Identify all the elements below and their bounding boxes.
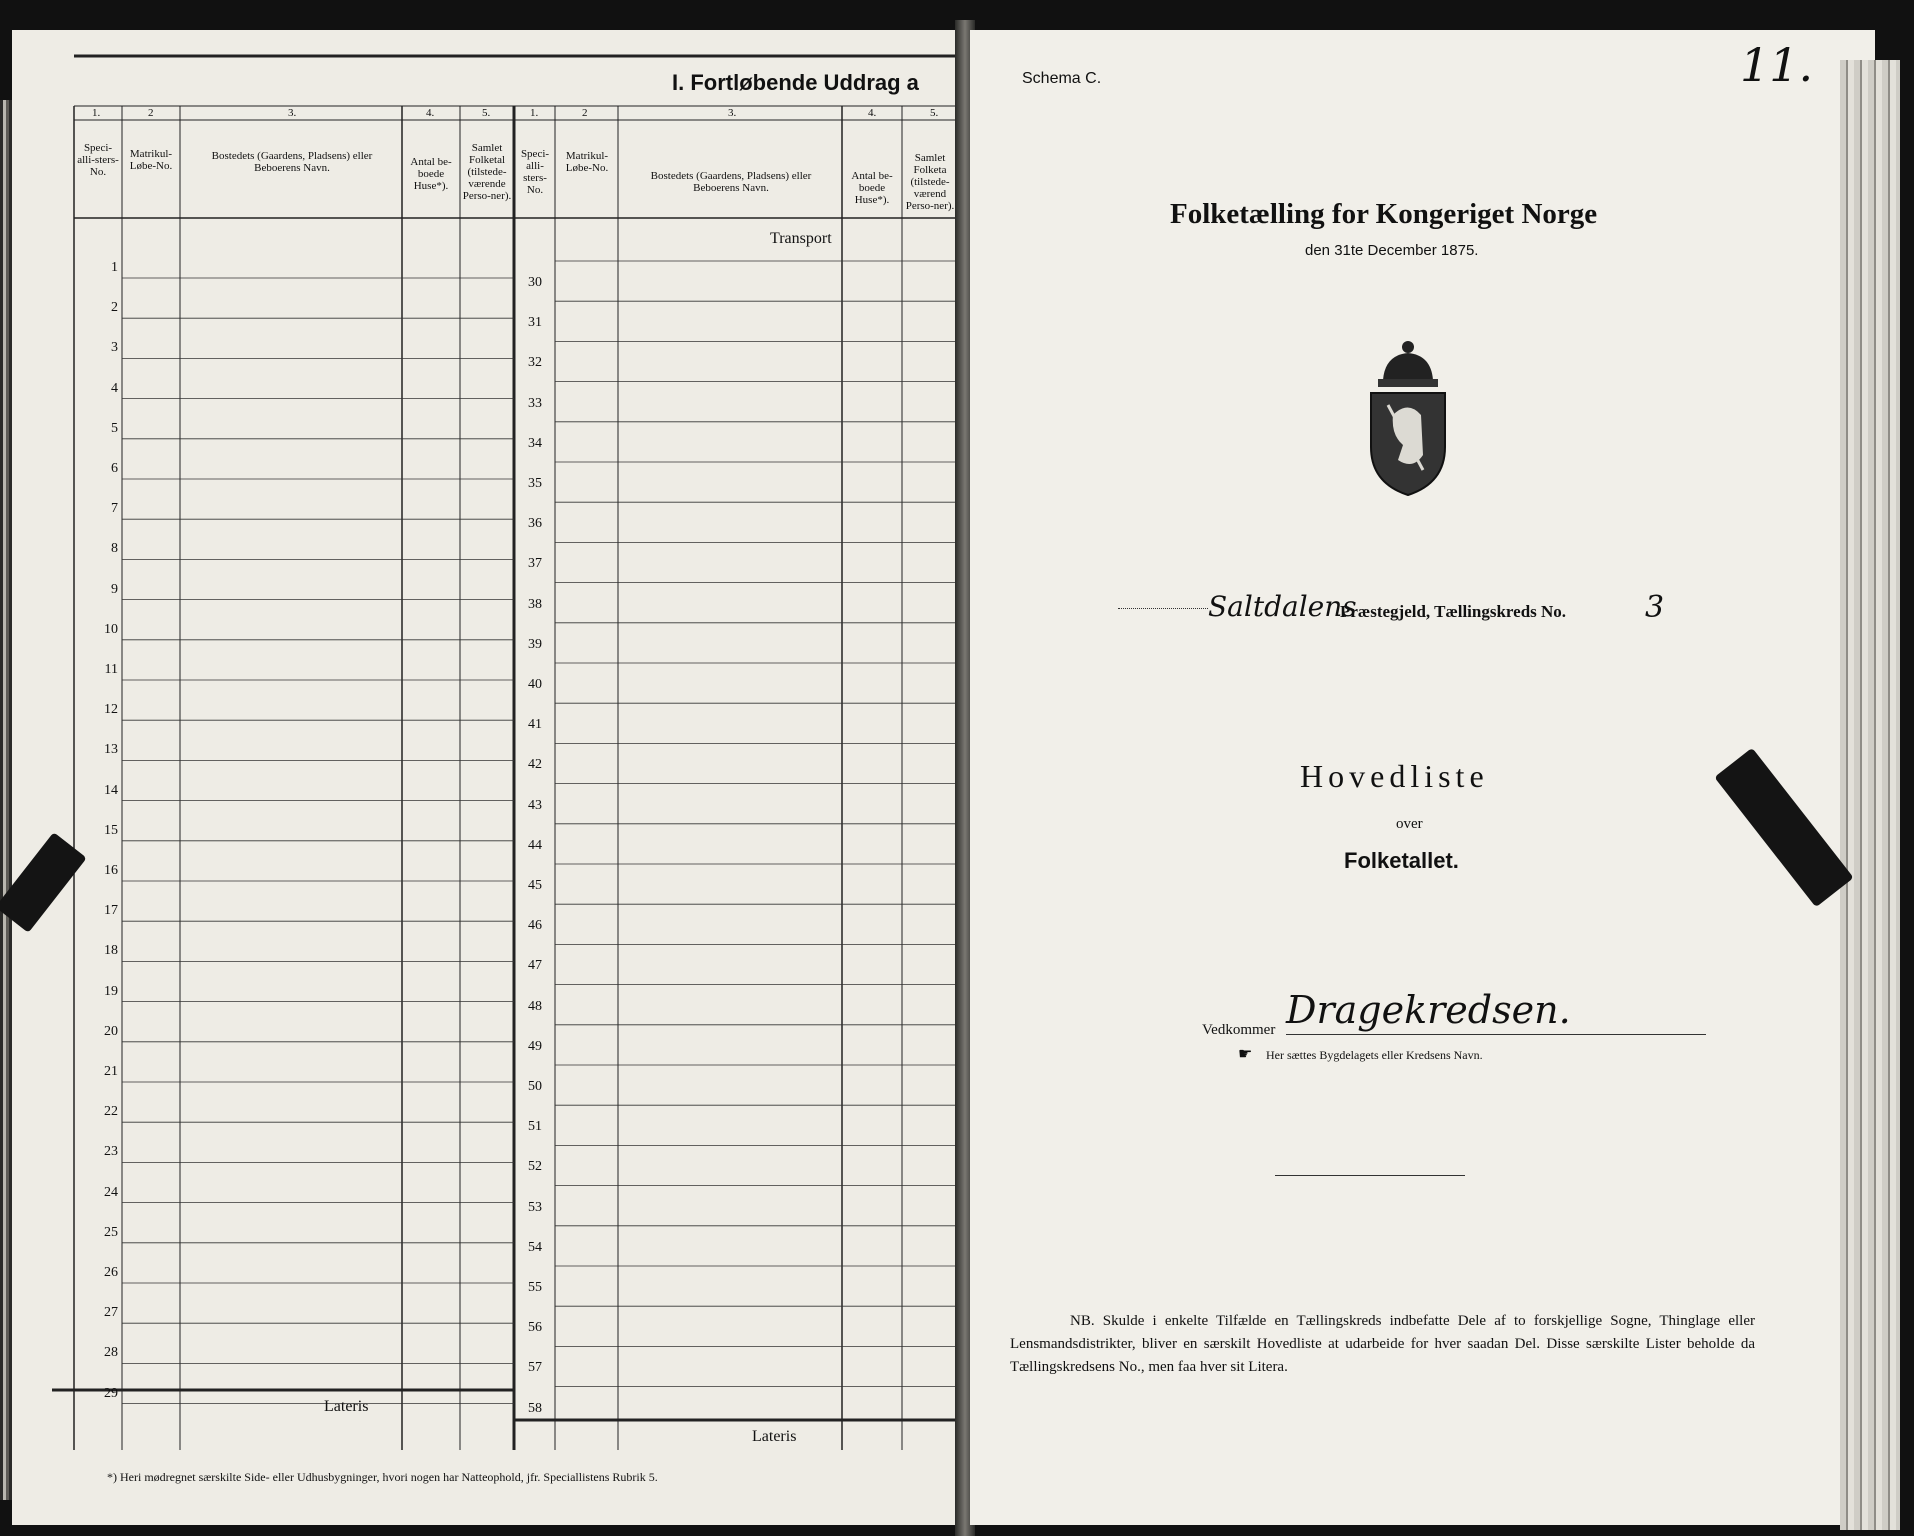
row-number: 46 [528, 918, 542, 934]
col-number: 2 [148, 107, 154, 119]
row-number: 39 [528, 636, 542, 652]
header-bostedets-navn: Bostedets (Gaardens, Pladsens) eller Beboerens Navn. [211, 150, 373, 174]
instruction-note: Her sættes Bygdelagets eller Kredsens Navn. [1266, 1048, 1483, 1062]
row-number: 13 [104, 742, 118, 758]
row-number: 4 [111, 380, 118, 396]
row-number: 51 [528, 1119, 542, 1135]
row-number: 27 [104, 1305, 118, 1321]
kreds-number: 3 [1645, 590, 1665, 625]
separator-rule [1275, 1175, 1465, 1176]
row-number: 32 [528, 355, 542, 371]
lateris-label: Lateris [324, 1398, 369, 1415]
row-number: 18 [104, 943, 118, 959]
header-specialliste-no: Speci-alli-sters-No. [77, 142, 119, 178]
header-samlet-folketal: Samlet Folketa (tilstede-værend Perso-ner). [905, 152, 955, 212]
row-number: 3 [111, 340, 118, 356]
col-number: 1. [530, 107, 539, 119]
row-number: 30 [528, 275, 542, 290]
row-number: 8 [111, 541, 118, 557]
row-number: 31 [528, 315, 542, 331]
row-number: 43 [528, 797, 542, 813]
row-number: 1 [111, 260, 118, 275]
header-specialliste-no: Speci-alli-sters-No. [520, 148, 550, 196]
row-number: 21 [104, 1064, 118, 1079]
row-number: 50 [528, 1079, 542, 1094]
page-edges [1840, 60, 1900, 1530]
col-number: 3. [288, 107, 297, 119]
row-number: 2 [111, 300, 118, 316]
parish-label: Præstegjeld, Tællingskreds No. [1340, 602, 1567, 621]
row-number: 10 [104, 621, 118, 637]
row-number: 9 [111, 581, 118, 597]
row-number: 6 [111, 461, 118, 476]
row-number: 38 [528, 596, 542, 612]
row-number: 53 [528, 1199, 542, 1215]
row-number: 23 [104, 1144, 118, 1160]
parish-name: Saltdalens [1208, 590, 1357, 623]
schema-label: Schema C. [1022, 70, 1102, 87]
extract-heading: I. Fortløbende Uddrag a [672, 70, 919, 95]
row-number: 22 [104, 1104, 118, 1120]
row-number: 28 [104, 1345, 118, 1361]
row-number: 58 [528, 1400, 542, 1416]
row-number: 47 [528, 958, 542, 974]
row-number: 41 [528, 717, 542, 733]
row-number: 37 [528, 556, 542, 572]
row-number: 33 [528, 395, 542, 411]
census-date: den 31te December 1875. [1305, 242, 1479, 259]
lateris-label: Lateris [752, 1428, 797, 1445]
row-number: 52 [528, 1159, 542, 1175]
vedkommer-rule [1286, 1034, 1706, 1035]
row-number: 36 [528, 516, 542, 532]
row-number: 34 [528, 435, 542, 451]
row-number: 35 [528, 476, 542, 491]
row-number: 45 [528, 878, 542, 893]
row-number: 56 [528, 1320, 542, 1336]
footnote: *) Heri mødregnet særskilte Side- eller Udhusbygninger, hvori nogen har Natteophold, jfr. Speciallistens Rubrik 5. [107, 1470, 658, 1484]
parish-rule [1118, 608, 1208, 609]
census-title: Folketælling for Kongeriget Norge [1170, 198, 1598, 230]
coat-of-arms-icon [1363, 335, 1453, 500]
over-label: over [1396, 816, 1423, 832]
col-number: 4. [868, 107, 877, 119]
row-number: 44 [528, 837, 542, 853]
row-number: 20 [104, 1023, 118, 1039]
row-number: 24 [104, 1184, 118, 1200]
row-number: 25 [104, 1224, 118, 1240]
col-number: 5. [482, 107, 491, 119]
row-number: 14 [104, 782, 118, 798]
page-number: 11. [1740, 38, 1814, 92]
row-number: 17 [104, 903, 118, 919]
header-bostedets-navn: Bostedets (Gaardens, Pladsens) eller Beboerens Navn. [650, 170, 812, 194]
transport-label: Transport [770, 230, 832, 247]
row-number: 7 [111, 501, 118, 517]
col-number: 3. [728, 107, 737, 119]
header-matrikul-no: Matrikul-Løbe-No. [565, 150, 609, 174]
folketallet-heading: Folketallet. [1344, 848, 1459, 873]
row-number: 49 [528, 1038, 542, 1054]
row-number: 54 [528, 1239, 542, 1255]
row-number: 42 [528, 757, 542, 773]
row-number: 15 [104, 822, 118, 838]
nb-note: NB. Skulde i enkelte Tilfælde en Tællingskreds indbefatte Dele af to forskjellige Sogne, Thinglage eller Lensmandsdistrikter, bliver en særskilt Hovedliste at udarbeide for hver saadan Del. Disse særskilte Lister beholde da Tællingskredsens No., men faa hver sit Litera. [1010, 1313, 1755, 1375]
pointing-hand-icon: ☛ [1238, 1046, 1253, 1063]
row-number: 40 [528, 677, 542, 692]
row-number: 57 [528, 1360, 542, 1376]
col-number: 4. [426, 107, 435, 119]
header-samlet-folketal: Samlet Folketal (tilstede-værende Perso-ner). [462, 142, 512, 202]
col-number: 1. [92, 107, 101, 119]
district-name: Dragekredsen. [1286, 988, 1571, 1032]
hovedliste-heading: Hovedliste [1300, 758, 1489, 794]
row-number: 26 [104, 1265, 118, 1280]
header-antal-huse: Antal be-boede Huse*). [851, 170, 893, 206]
row-number: 29 [104, 1385, 118, 1401]
row-number: 16 [104, 863, 118, 878]
ledger-grid [12, 30, 962, 1525]
col-number: 5. [930, 107, 939, 119]
row-number: 12 [104, 702, 118, 718]
left-page [12, 30, 962, 1525]
row-number: 48 [528, 998, 542, 1014]
vedkommer-label: Vedkommer [1202, 1022, 1276, 1038]
row-number: 11 [104, 662, 118, 677]
header-matrikul-no: Matrikul-Løbe-No. [129, 148, 173, 172]
row-number: 5 [111, 420, 118, 436]
col-number: 2 [582, 107, 588, 119]
row-number: 19 [104, 983, 118, 999]
row-number: 55 [528, 1280, 542, 1295]
header-antal-huse: Antal be-boede Huse*). [410, 156, 452, 192]
